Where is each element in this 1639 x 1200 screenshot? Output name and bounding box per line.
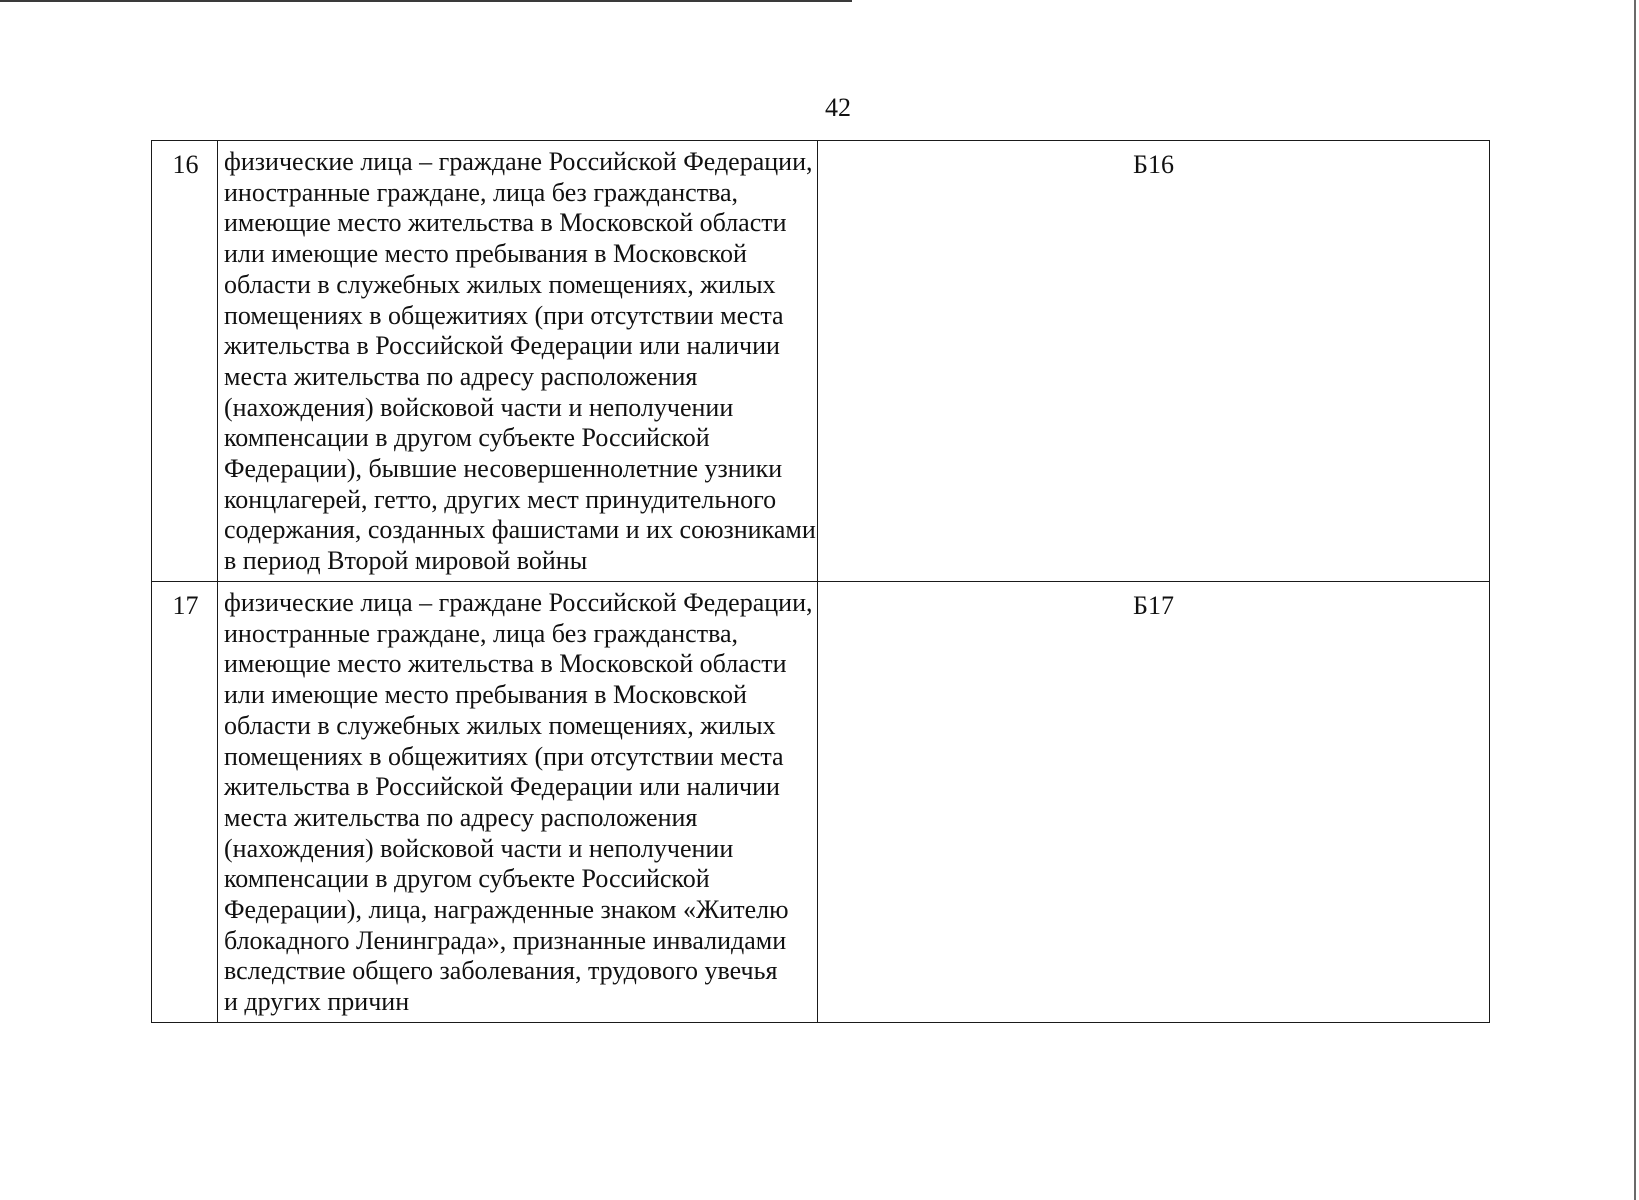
category-table <box>151 140 1490 1023</box>
description-line: жительства в Российской Федерации или наличии <box>224 772 780 802</box>
description-line: (нахождения) войсковой части и неполучении <box>224 833 734 863</box>
description-line: иностранные граждане, лица без гражданства, <box>224 618 739 648</box>
description-line: помещениях в общежитиях (при отсутствии места <box>224 300 784 330</box>
description-line: места жительства по адресу расположения <box>224 361 698 391</box>
page-number: 42 <box>825 93 851 122</box>
row-description <box>218 141 818 582</box>
description-line: или имеющие место пребывания в Московской <box>224 239 747 269</box>
description-line: содержания, созданных фашистами и их союзниками <box>224 515 816 545</box>
description-line: места жительства по адресу расположения <box>224 802 698 832</box>
description-line: физические лица – граждане Российской Федерации, <box>224 588 813 617</box>
description-line: Федерации), бывшие несовершеннолетние узники <box>224 454 783 484</box>
description-line: физические лица – граждане Российской Федерации, <box>224 147 813 176</box>
description-line: области в служебных жилых помещениях, жилых <box>224 269 776 299</box>
description-line: и других причин <box>224 987 410 1017</box>
description-line: компенсации в другом субъекте Российской <box>224 864 710 894</box>
description-line: области в служебных жилых помещениях, жилых <box>224 710 776 740</box>
description-line: жительства в Российской Федерации или наличии <box>224 331 780 361</box>
table-row <box>152 141 1490 582</box>
description-line: вследствие общего заболевания, трудового увечья <box>224 956 778 986</box>
description-line: (нахождения) войсковой части и неполучении <box>224 392 734 422</box>
description-line: в период Второй мировой войны <box>224 546 588 576</box>
scan-right-edge <box>1634 0 1636 1200</box>
description-line: имеющие место жительства в Московской области <box>224 208 787 238</box>
description-line: Федерации), лица, награжденные знаком «Жителю <box>224 895 789 925</box>
description-line: концлагерей, гетто, других мест принудительного <box>224 484 777 514</box>
description-line: иностранные граждане, лица без гражданства, <box>224 177 739 207</box>
row-description <box>218 582 818 1023</box>
row-code: Б17 <box>818 582 1490 1023</box>
description-line: имеющие место жительства в Московской области <box>224 649 787 679</box>
description-line: помещениях в общежитиях (при отсутствии места <box>224 741 784 771</box>
row-number: 17 <box>152 582 218 1023</box>
description-line: или имеющие место пребывания в Московской <box>224 680 747 710</box>
table-row <box>152 582 1490 1023</box>
row-code: Б16 <box>818 141 1490 582</box>
scan-top-edge <box>0 0 852 2</box>
row-number: 16 <box>152 141 218 582</box>
description-line: блокадного Ленинграда», признанные инвалидами <box>224 925 787 955</box>
description-line: компенсации в другом субъекте Российской <box>224 423 710 453</box>
